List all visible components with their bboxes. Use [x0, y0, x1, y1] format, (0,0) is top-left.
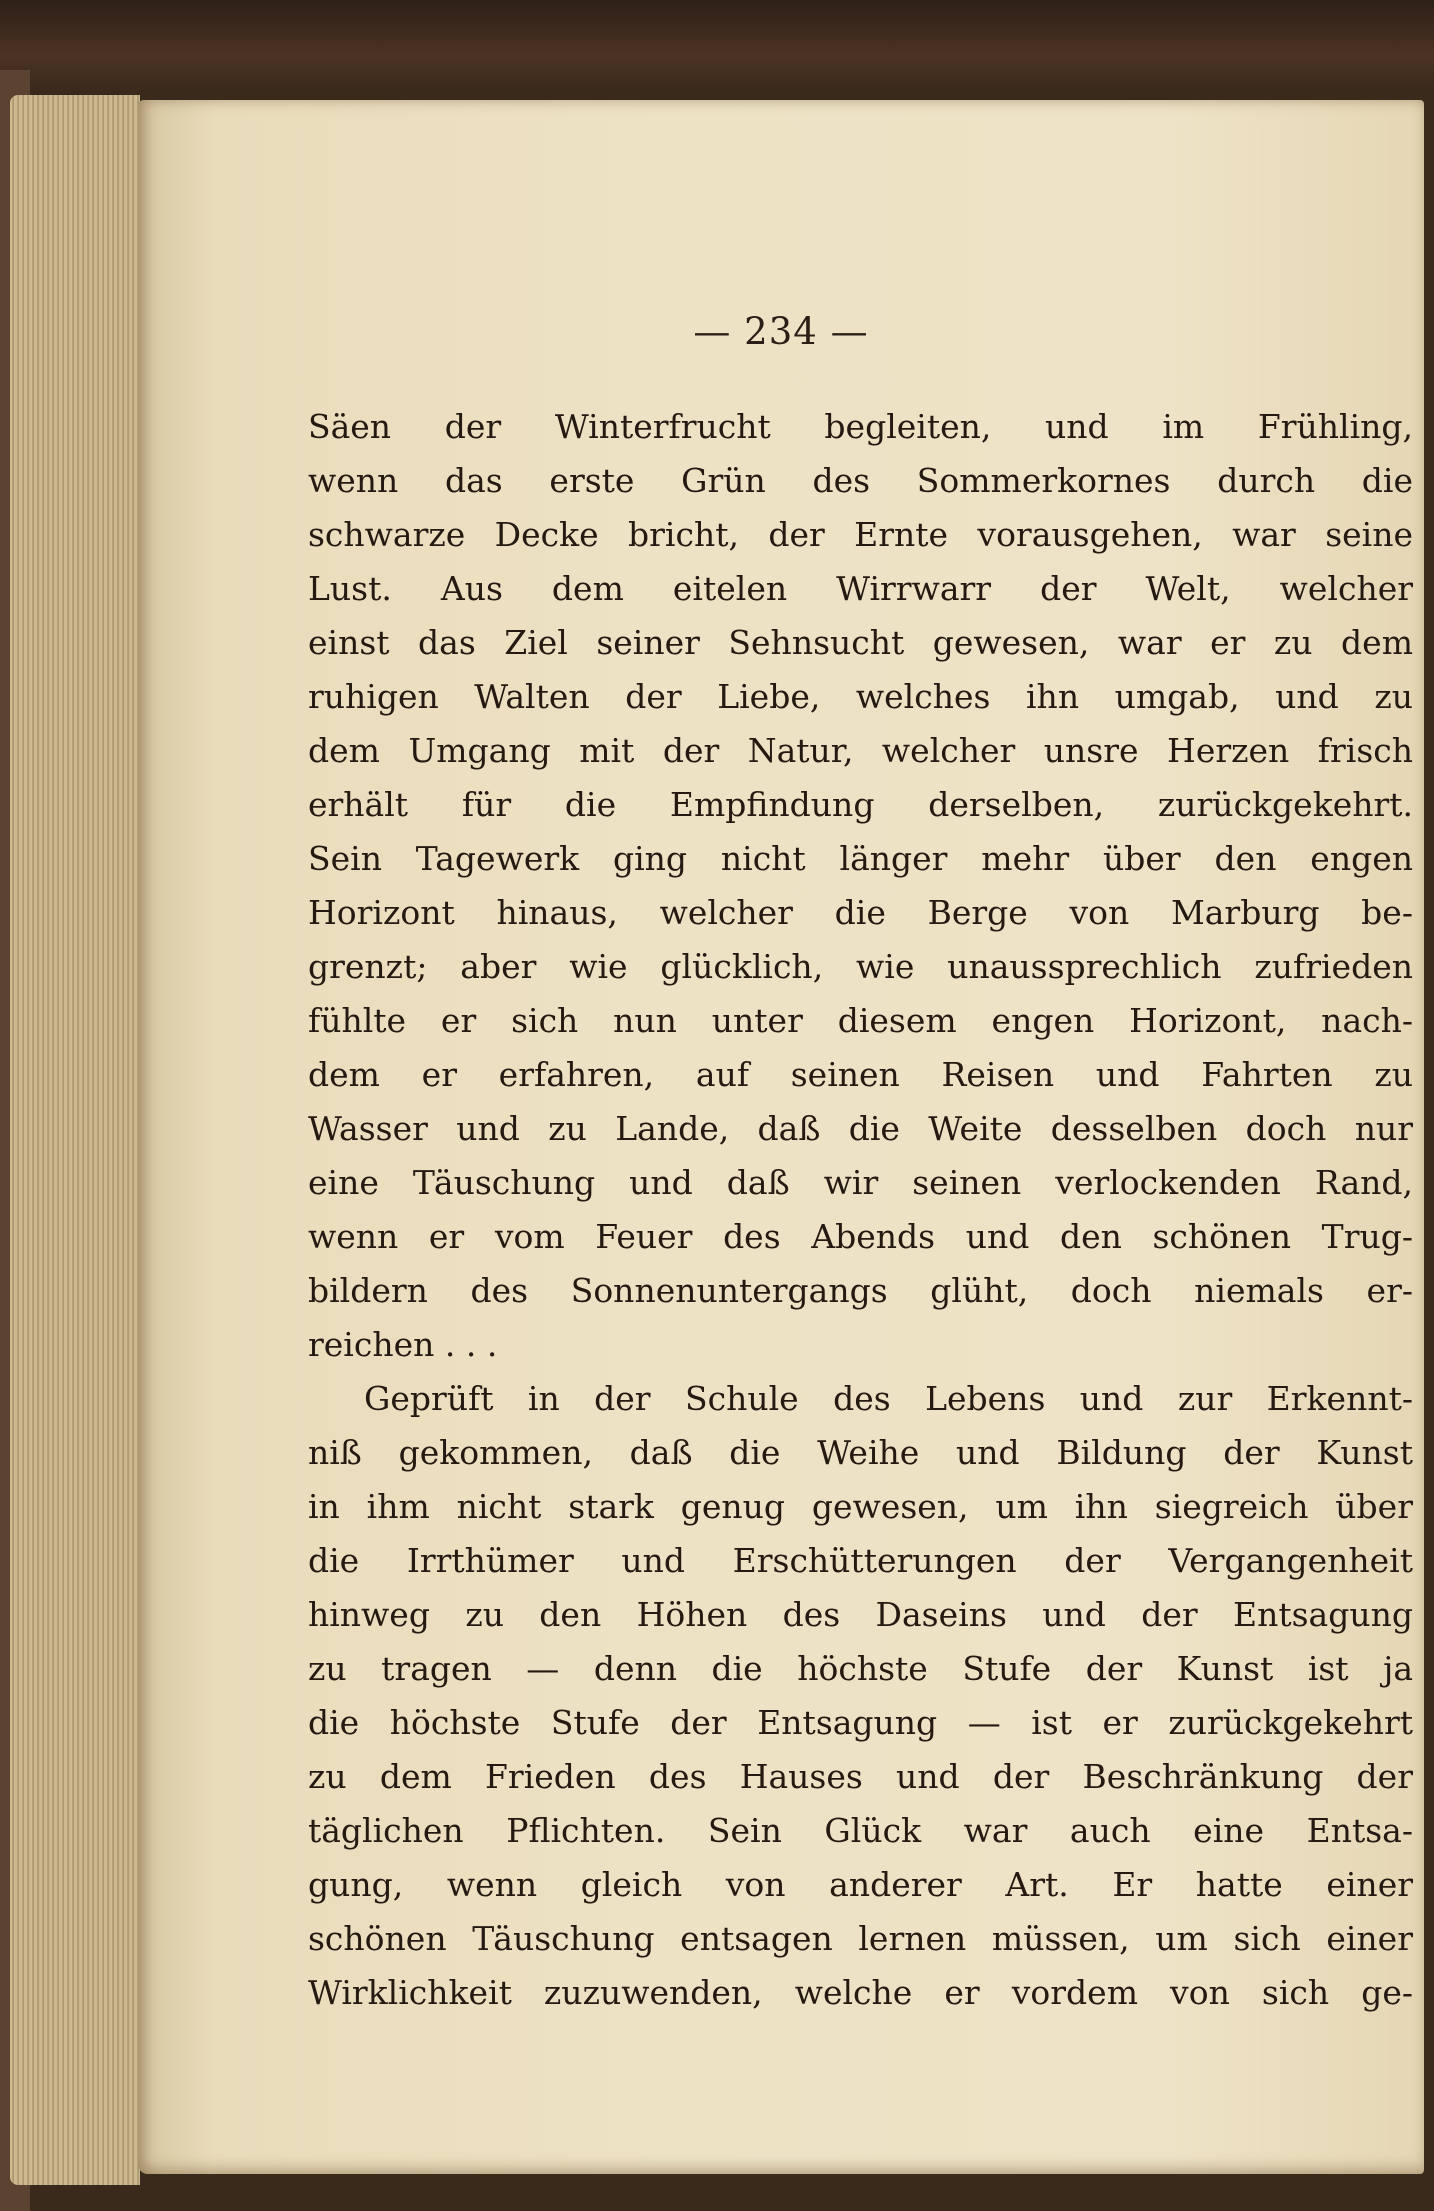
text-line: Wirklichkeit zuzuwenden, welche er vordem von sich ge-	[308, 1973, 1413, 2012]
text-line: wenn er vom Feuer des Abends und den schönen Trug-	[308, 1217, 1413, 1256]
text-line: in ihm nicht stark genug gewesen, um ihn siegreich über	[308, 1487, 1413, 1526]
text-line: reichen . . .	[308, 1325, 498, 1364]
text-line: schwarze Decke bricht, der Ernte vorausgehen, war seine	[308, 515, 1413, 554]
text-line: erhält für die Empfindung derselben, zurückgekehrt.	[308, 785, 1413, 824]
page-stack-edge	[10, 95, 140, 2185]
text-line: gung, wenn gleich von anderer Art. Er hatte einer	[308, 1865, 1413, 1904]
page-body-text	[308, 400, 1413, 2020]
text-line: einst das Ziel seiner Sehnsucht gewesen, war er zu dem	[308, 623, 1413, 662]
book-top-edge	[0, 0, 1434, 92]
text-line: ruhigen Walten der Liebe, welches ihn umgab, und zu	[308, 677, 1413, 716]
text-line: dem er erfahren, auf seinen Reisen und Fahrten zu	[308, 1055, 1413, 1094]
text-line: wenn das erste Grün des Sommerkornes durch die	[308, 461, 1413, 500]
book-page	[138, 100, 1424, 2174]
text-line: Horizont hinaus, welcher die Berge von Marburg be-	[308, 893, 1413, 932]
text-line: die Irrthümer und Erschütterungen der Vergangenheit	[308, 1541, 1413, 1580]
text-line: bildern des Sonnenuntergangs glüht, doch niemals er-	[308, 1271, 1413, 1310]
text-line: schönen Täuschung entsagen lernen müssen, um sich einer	[308, 1919, 1413, 1958]
text-line: Wasser und zu Lande, daß die Weite desselben doch nur	[308, 1109, 1413, 1148]
text-line: Säen der Winterfrucht begleiten, und im Frühling,	[308, 407, 1413, 446]
text-line: dem Umgang mit der Natur, welcher unsre Herzen frisch	[308, 731, 1413, 770]
text-line: hinweg zu den Höhen des Daseins und der Entsagung	[308, 1595, 1413, 1634]
text-line: zu tragen — denn die höchste Stufe der Kunst ist ja	[308, 1649, 1413, 1688]
text-line: Lust. Aus dem eitelen Wirrwarr der Welt, welcher	[308, 569, 1413, 608]
text-line: fühlte er sich nun unter diesem engen Horizont, nach-	[308, 1001, 1413, 1040]
text-line: niß gekommen, daß die Weihe und Bildung der Kunst	[308, 1433, 1413, 1472]
text-line: grenzt; aber wie glücklich, wie unaussprechlich zufrieden	[308, 947, 1413, 986]
text-line: Geprüft in der Schule des Lebens und zur Erkennt-	[364, 1379, 1413, 1418]
text-line: Sein Tagewerk ging nicht länger mehr über den engen	[308, 839, 1413, 878]
text-line: täglichen Pflichten. Sein Glück war auch eine Entsa-	[308, 1811, 1413, 1850]
text-line: eine Täuschung und daß wir seinen verlockenden Rand,	[308, 1163, 1413, 1202]
text-line: die höchste Stufe der Entsagung — ist er zurückgekehrt	[308, 1703, 1413, 1742]
page-number: — 234 —	[693, 310, 869, 353]
text-line: zu dem Frieden des Hauses und der Beschränkung der	[308, 1757, 1413, 1796]
